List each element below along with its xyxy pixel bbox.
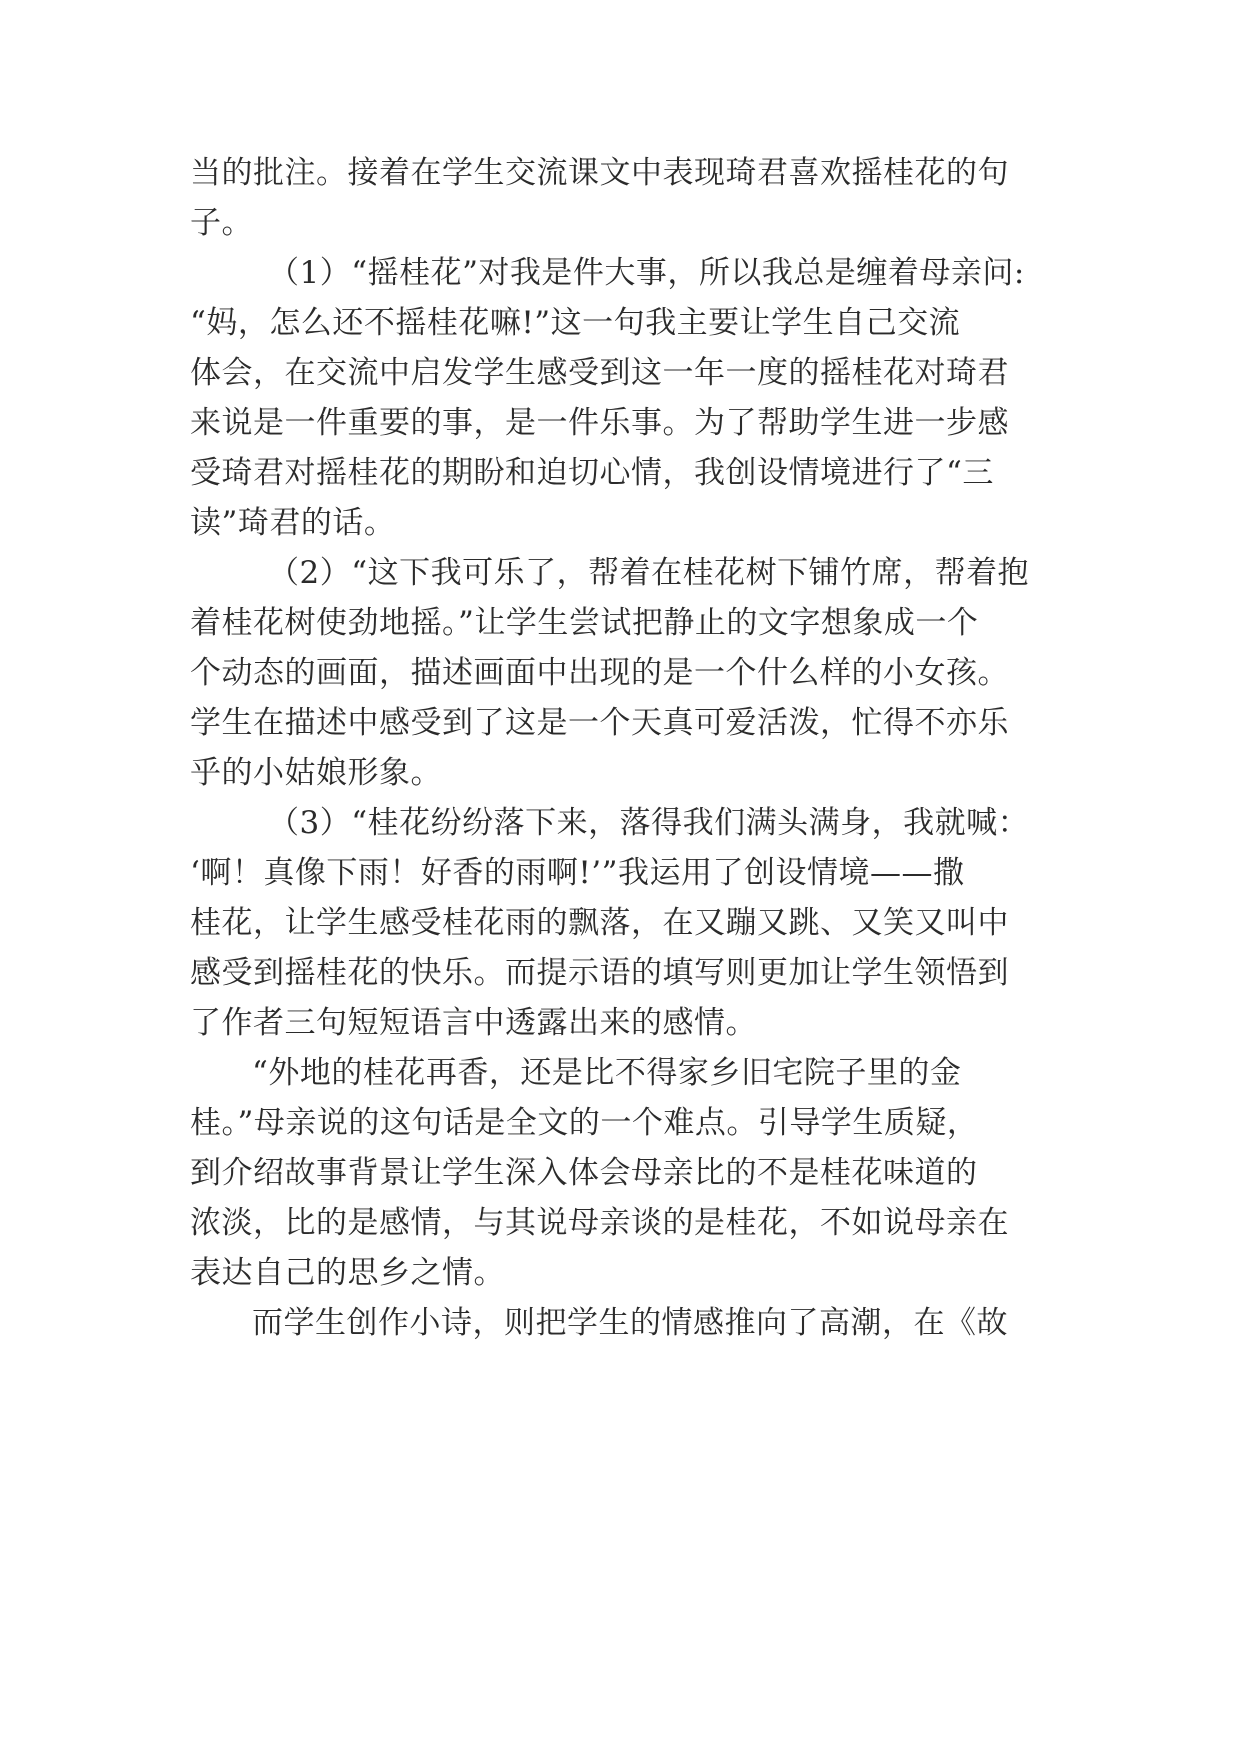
text-line: 个动态的画面，描述画面中出现的是一个什么样的小女孩。 <box>190 655 1009 691</box>
text-line: 学生在描述中感受到了这是一个天真可爱活泼，忙得不亦乐 <box>190 705 1009 741</box>
text-line: 感受到摇桂花的快乐。而提示语的填写则更加让学生领悟到 <box>190 955 1009 991</box>
text-line: 浓淡，比的是感情，与其说母亲谈的是桂花，不如说母亲在 <box>190 1205 1009 1241</box>
paragraph-item-3: （3）“桂花纷纷落下来，落得我们满头满身，我就喊： <box>268 805 1030 841</box>
paragraph-item-2: （2）“这下我可乐了，帮着在桂花树下铺竹席，帮着抱 <box>268 555 1030 591</box>
text-line: 桂。”母亲说的这句话是全文的一个难点。引导学生质疑， <box>190 1105 979 1141</box>
text-line: 着桂花树使劲地摇。”让学生尝试把静止的文字想象成一个 <box>190 605 979 641</box>
text-line: 当的批注。接着在学生交流课文中表现琦君喜欢摇桂花的句 <box>190 155 1009 191</box>
text-line: 到介绍故事背景让学生深入体会母亲比的不是桂花味道的 <box>190 1155 978 1191</box>
text-line: 乎的小姑娘形象。 <box>190 755 442 791</box>
text-line: 来说是一件重要的事，是一件乐事。为了帮助学生进一步感 <box>190 405 1009 441</box>
quote-paragraph: “外地的桂花再香，还是比不得家乡旧宅院子里的金 <box>252 1055 962 1091</box>
text-line: “妈，怎么还不摇桂花嘛!”这一句我主要让学生自己交流 <box>190 305 961 341</box>
closing-paragraph: 而学生创作小诗，则把学生的情感推向了高潮，在《故 <box>252 1305 1008 1341</box>
text-line: 桂花，让学生感受桂花雨的飘落，在又蹦又跳、又笑又叫中 <box>190 905 1009 941</box>
text-line: 子。 <box>190 205 253 241</box>
text-line: ‘啊！真像下雨！好香的雨啊!’”我运用了创设情境——撒 <box>190 855 965 891</box>
text-line: 了作者三句短短语言中透露出来的感情。 <box>190 1005 757 1041</box>
text-line: 体会，在交流中启发学生感受到这一年一度的摇桂花对琦君 <box>190 355 1009 391</box>
text-line: 表达自己的思乡之情。 <box>190 1255 505 1291</box>
paragraph-item-1: （1）“摇桂花”对我是件大事，所以我总是缠着母亲问: <box>268 255 1025 291</box>
text-line: 读”琦君的话。 <box>190 505 396 541</box>
text-line: 受琦君对摇桂花的期盼和迫切心情，我创设情境进行了“三 <box>190 455 994 491</box>
